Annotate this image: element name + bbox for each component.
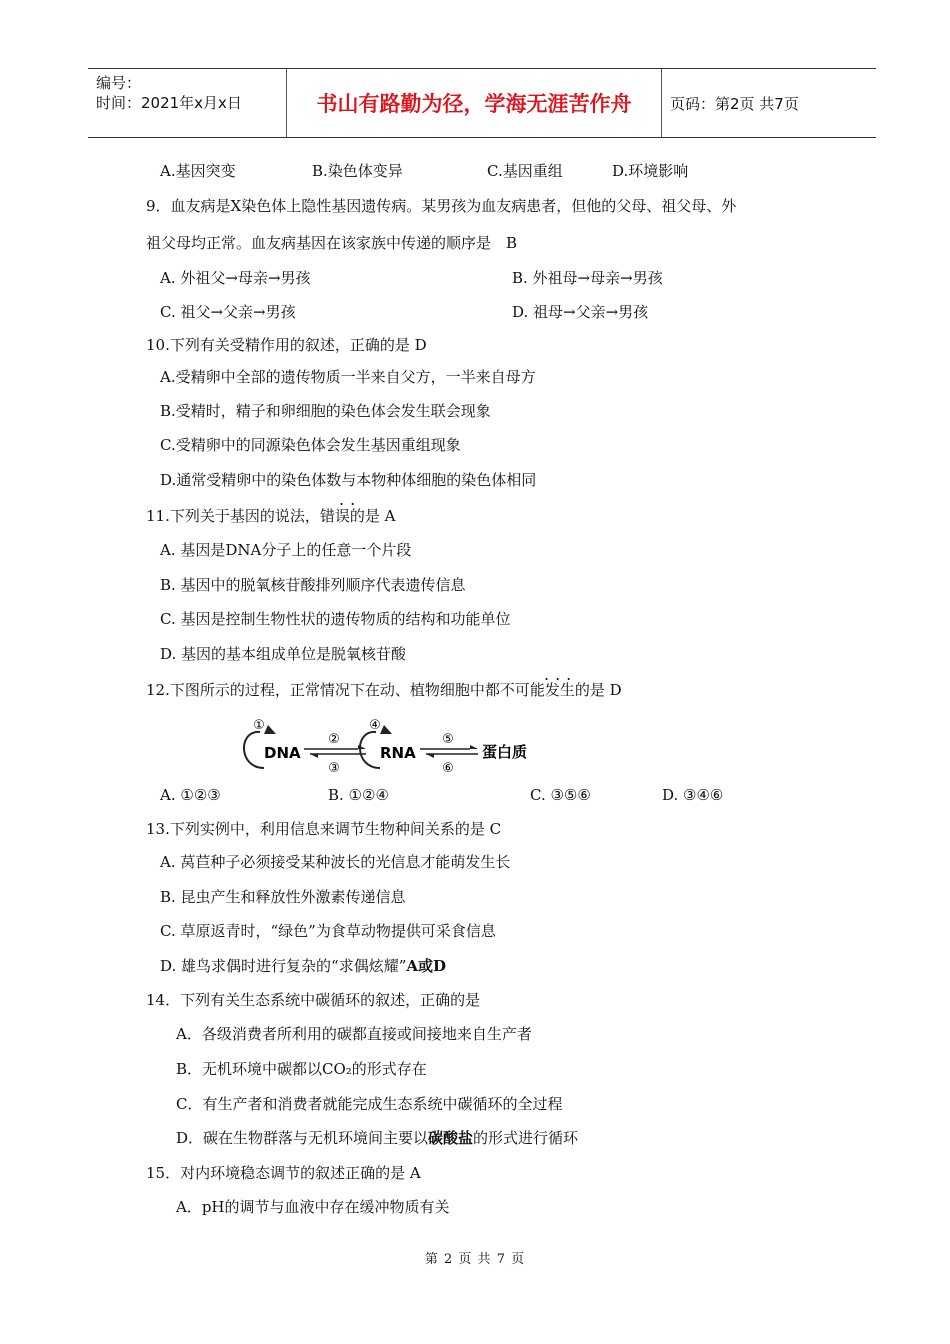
q12-emphasis-dots: ... <box>544 665 578 684</box>
q11-option-a: A. 基因是DNA分子上的任意一个片段 <box>160 541 412 559</box>
q13-answer: A或D <box>406 957 447 975</box>
q10-option-d: D.通常受精卵中的染色体数与本物种体细胞的染色体相同 <box>160 471 537 489</box>
q8-option-b: B.染色体变异 <box>312 162 403 180</box>
q12-option-c: C. ③⑤⑥ <box>530 786 591 804</box>
q9-stem-line1: 9．血友病是X染色体上隐性基因遗传病。某男孩为血友病患者，但他的父母、祖父母、外 <box>146 197 737 215</box>
rna-replication-loop <box>360 732 380 768</box>
q10-option-b: B.受精时，精子和卵细胞的染色体会发生联会现象 <box>160 402 491 420</box>
rna-label: RNA <box>380 744 416 762</box>
q12-stem: 12.下图所示的过程，正常情况下在动、植物细胞中都不可能发生的是 D <box>146 681 622 699</box>
label-6: ⑥ <box>442 761 454 776</box>
q12-option-a: A. ①②③ <box>160 786 221 804</box>
q8-option-c: C.基因重组 <box>487 162 563 180</box>
q9-stem-line2: 祖父母均正常。血友病基因在该家族中传递的顺序是 B <box>146 234 518 252</box>
q11-option-d: D. 基因的基本组成单位是脱氧核苷酸 <box>160 645 407 663</box>
q8-option-d: D.环境影响 <box>612 162 689 180</box>
page-header <box>88 68 876 138</box>
q13-option-b: B. 昆虫产生和释放性外激素传递信息 <box>160 888 406 906</box>
q12-option-d: D. ③④⑥ <box>662 786 724 804</box>
central-dogma-diagram <box>230 712 540 778</box>
q15-stem: 15．对内环境稳态调节的叙述正确的是 A <box>146 1164 421 1182</box>
q13-option-c: C. 草原返青时，“绿色”为食草动物提供可采食信息 <box>160 922 496 940</box>
q14-option-d-bold: 碳酸盐 <box>428 1129 474 1147</box>
q11-option-b: B. 基因中的脱氧核苷酸排列顺序代表遗传信息 <box>160 576 466 594</box>
q8-option-a: A.基因突变 <box>160 162 236 180</box>
page-footer: 第 2 页 共 7 页 <box>424 1252 526 1267</box>
q11-option-c: C. 基因是控制生物性状的遗传物质的结构和功能单位 <box>160 610 511 628</box>
q9-option-c: C. 祖父→父亲→男孩 <box>160 303 296 321</box>
q12-option-b: B. ①②④ <box>328 786 389 804</box>
q14-option-b: B．无机环境中碳都以CO₂的形式存在 <box>176 1060 427 1078</box>
q10-stem: 10.下列有关受精作用的叙述，正确的是 D <box>146 336 427 354</box>
loop-arrowhead-1 <box>264 725 276 734</box>
arrow-6-head <box>426 754 434 758</box>
q14-option-d <box>176 1128 578 1148</box>
q15-option-a: A．pH的调节与血液中存在缓冲物质有关 <box>176 1198 450 1216</box>
header-info <box>96 73 286 113</box>
header-page-label: 页码：第2页 共7页 <box>670 94 799 113</box>
number-label: 编号： <box>96 74 142 92</box>
label-4: ④ <box>369 718 381 733</box>
label-2: ② <box>328 732 340 747</box>
arrow-5-head <box>470 745 478 749</box>
time-label: 时间：2021年x月x日 <box>96 94 242 112</box>
q14-option-d-post: 的形式进行循环 <box>473 1129 579 1147</box>
q14-option-c: C．有生产者和消费者就能完成生态系统中碳循环的全过程 <box>176 1095 563 1113</box>
q14-stem: 14．下列有关生态系统中碳循环的叙述，正确的是 <box>146 991 481 1009</box>
dna-replication-loop <box>244 732 264 768</box>
q13-stem: 13.下列实例中，利用信息来调节生物种间关系的是 C <box>146 820 502 838</box>
q11-emphasis-dots: .. <box>339 490 362 509</box>
label-5: ⑤ <box>442 732 454 747</box>
q13-option-d-text: D. 雄鸟求偶时进行复杂的“求偶炫耀” <box>160 957 407 975</box>
protein-label: 蛋白质 <box>482 743 528 761</box>
q13-option-d <box>160 956 446 976</box>
dna-label: DNA <box>264 744 301 762</box>
q14-option-a: A．各级消费者所利用的碳都直接或间接地来自生产者 <box>176 1025 532 1043</box>
label-1: ① <box>253 718 265 733</box>
q14-option-d-pre: D．碳在生物群落与无机环境间主要以 <box>176 1129 429 1147</box>
q10-option-a: A.受精卵中全部的遗传物质一半来自父方，一半来自母方 <box>160 368 536 386</box>
q9-option-a: A. 外祖父→母亲→男孩 <box>160 269 311 287</box>
q9-option-d: D. 祖母→父亲→男孩 <box>512 303 649 321</box>
arrow-3-head <box>310 754 318 758</box>
q11-stem: 11.下列关于基因的说法，错误的是 A <box>146 507 396 525</box>
header-motto: 书山有路勤为径，学海无涯苦作舟 <box>286 69 662 137</box>
q9-option-b: B. 外祖母→母亲→男孩 <box>512 269 663 287</box>
loop-arrowhead-2 <box>380 725 392 734</box>
q13-option-a: A. 莴苣种子必须接受某种波长的光信息才能萌发生长 <box>160 853 511 871</box>
q10-option-c: C.受精卵中的同源染色体会发生基因重组现象 <box>160 436 461 454</box>
label-3: ③ <box>328 761 340 776</box>
